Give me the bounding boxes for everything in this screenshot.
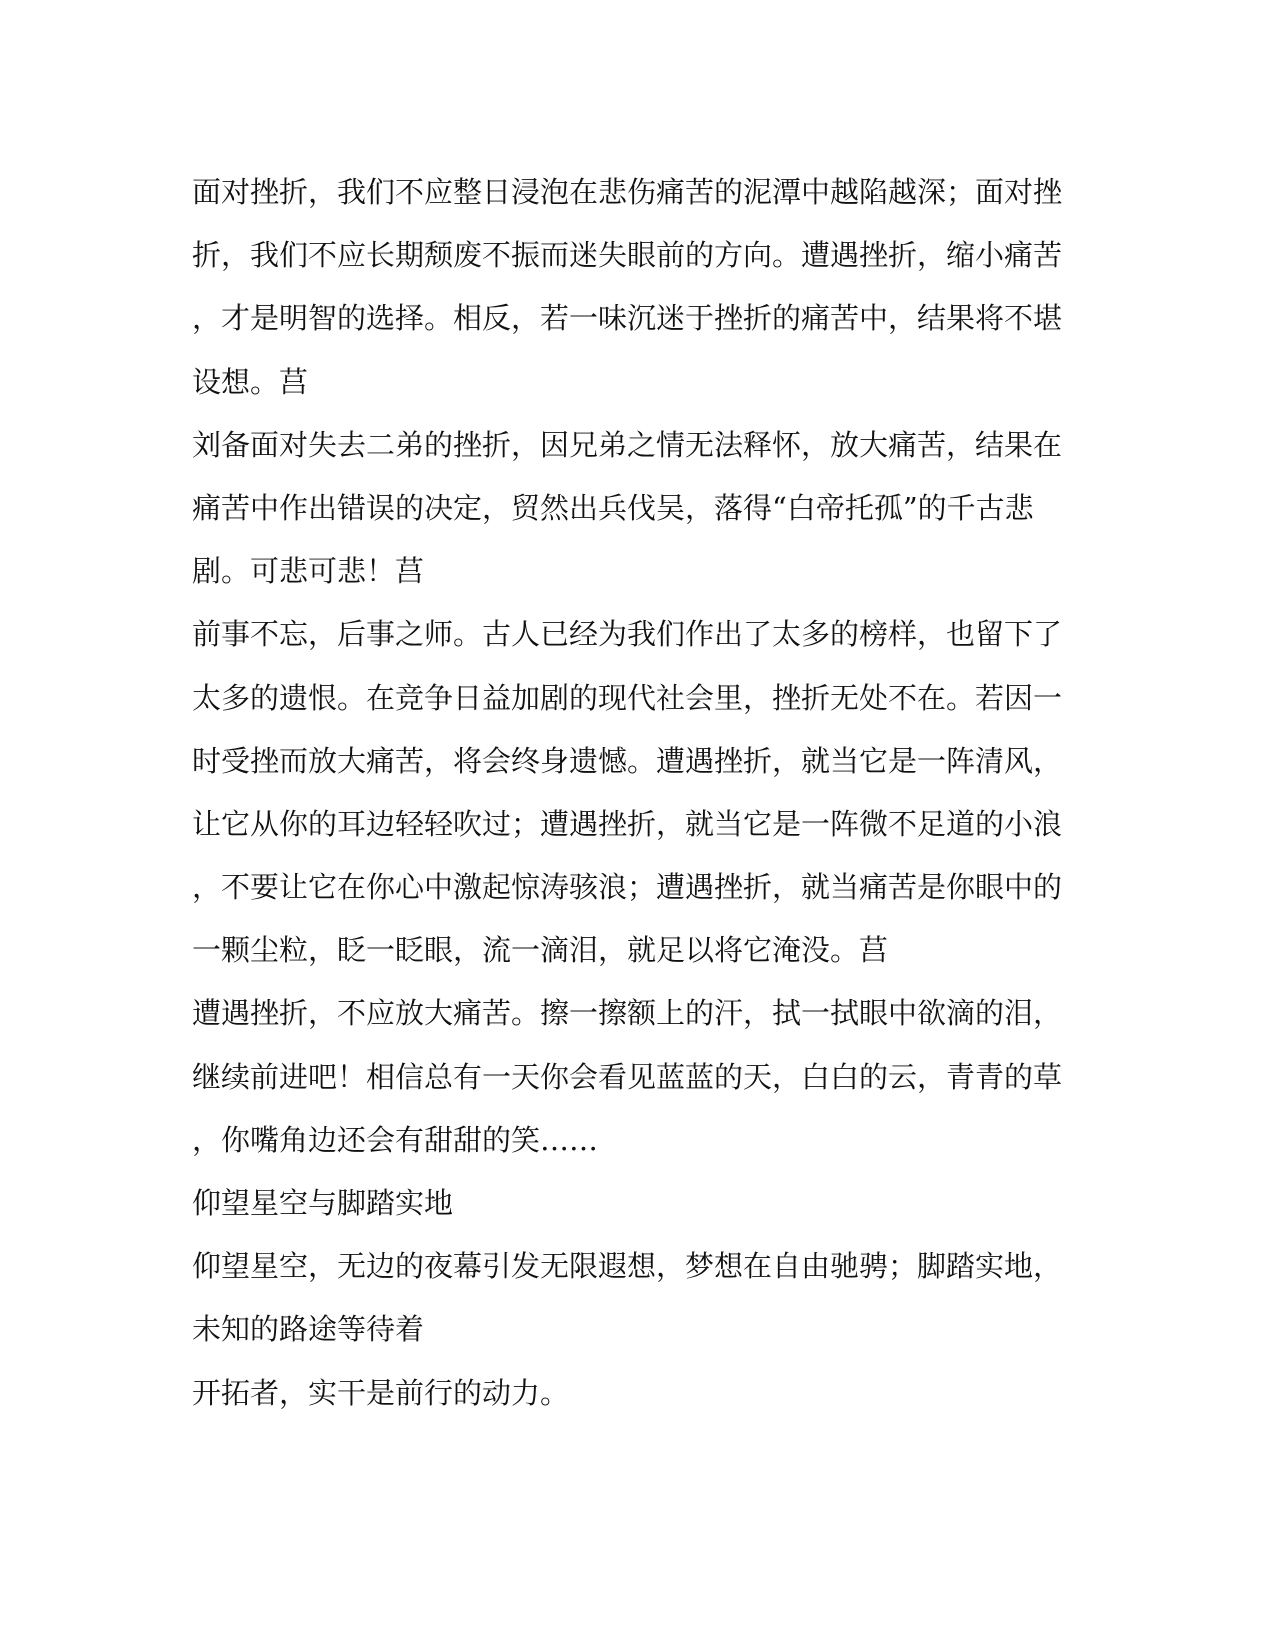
text-line: 刘备面对失去二弟的挫折，因兄弟之情无法释怀，放大痛苦，结果在	[192, 427, 1063, 462]
text-line: 折，我们不应长期颓废不振而迷失眼前的方向。遭遇挫折，缩小痛苦	[192, 238, 1063, 273]
text-line: 仰望星空，无边的夜幕引发无限遐想，梦想在自由驰骋；脚踏实地，	[192, 1249, 1063, 1284]
text-line: 设想。莒	[192, 364, 309, 399]
text-line: 剧。可悲可悲！莒	[192, 554, 425, 589]
text-line: 面对挫折，我们不应整日浸泡在悲伤痛苦的泥潭中越陷越深；面对挫	[192, 175, 1063, 209]
section-heading: 仰望星空与脚踏实地	[192, 1186, 454, 1220]
text-line: ，你嘴角边还会有甜甜的笑……	[192, 1122, 599, 1157]
text-line: ，才是明智的选择。相反，若一味沉迷于挫折的痛苦中，结果将不堪	[192, 301, 1063, 336]
text-line: 让它从你的耳边轻轻吹过；遭遇挫折，就当它是一阵微不足道的小浪	[192, 806, 1063, 841]
text-line: 开拓者，实干是前行的动力。	[192, 1375, 570, 1410]
text-line: 太多的遗恨。在竞争日益加剧的现代社会里，挫折无处不在。若因一	[192, 680, 1063, 715]
text-line: 痛苦中作出错误的决定，贸然出兵伐吴，落得“白帝托孤”的千古悲	[192, 490, 1034, 525]
text-line: ，不要让它在你心中激起惊涛骇浪；遭遇挫折，就当痛苦是你眼中的	[192, 870, 1063, 905]
text-line: 遭遇挫折，不应放大痛苦。擦一擦额上的汗，拭一拭眼中欲滴的泪，	[192, 996, 1063, 1031]
text-line: 继续前进吧！相信总有一天你会看见蓝蓝的天，白白的云，青青的草	[192, 1059, 1063, 1094]
text-line: 时受挫而放大痛苦，将会终身遗憾。遭遇挫折，就当它是一阵清风，	[192, 743, 1063, 778]
text-line: 前事不忘，后事之师。古人已经为我们作出了太多的榜样，也留下了	[192, 617, 1063, 652]
text-line: 未知的路途等待着	[192, 1312, 425, 1347]
body-text	[192, 161, 1072, 1425]
text-line: 一颗尘粒，眨一眨眼，流一滴泪，就足以将它淹没。莒	[192, 933, 889, 968]
